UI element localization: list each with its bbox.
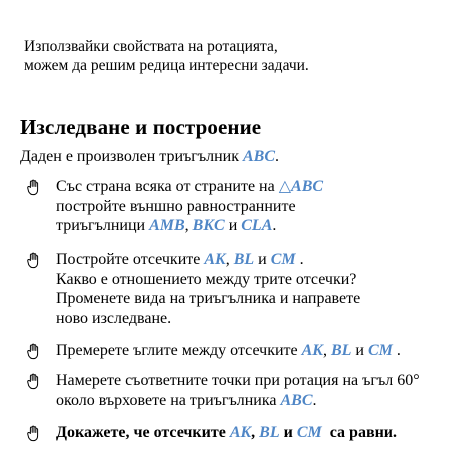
triangle-cla-label: CLA: [241, 217, 273, 234]
task-1-line-1: [56, 177, 455, 197]
segment-cm-label: CM: [367, 342, 393, 359]
separator: и: [279, 424, 297, 441]
period: .: [295, 251, 304, 268]
task-item-4: [25, 371, 455, 410]
triangle-amb-label: AMB: [149, 217, 185, 234]
separator: ,: [184, 217, 193, 234]
segment-ak-label: AK: [229, 424, 252, 441]
task-4-line-1: Намерете съответните точки при ротация на ъгъл 60°: [56, 372, 420, 389]
task-5-text-main: Докажете, че отсечките: [56, 424, 230, 441]
given-text: Даден е произволен триъгълник: [20, 148, 243, 165]
task-1-line-2: постройте външно равностранните: [56, 197, 296, 215]
task-2-line-4: ново изследване.: [56, 309, 172, 327]
task-4-line-2-text: около върховете на триъгълника: [56, 391, 281, 409]
task-2-line-1: [56, 250, 455, 270]
intro-line-1: Използвайки свойствата на ротацията,: [24, 38, 278, 55]
task-2-line-3: Променете вида на триъгълника и направете: [56, 290, 361, 307]
segment-bl-label: BL: [330, 342, 352, 359]
triangle-abc-label: ABC: [291, 178, 324, 195]
segment-bl-label: BL: [259, 424, 280, 441]
period: .: [392, 342, 401, 359]
period: .: [312, 391, 317, 409]
triangle-abc-label: ABC: [243, 148, 276, 165]
triangle-bkc-label: BKC: [192, 217, 225, 234]
task-item-3: [25, 341, 455, 361]
task-1-line-3: [56, 216, 455, 236]
task-item-1: [25, 177, 455, 236]
task-2-line-1-text: Постройте отсечките: [56, 251, 205, 268]
task-1-line-3-text: триъгълници: [56, 217, 150, 234]
task-2-text: [56, 250, 455, 328]
pointing-hand-icon: [25, 372, 43, 390]
separator: ,: [251, 424, 260, 441]
triangle-symbol-glyph: △: [278, 178, 292, 195]
task-5-text: [56, 423, 455, 443]
task-item-5: [25, 423, 455, 443]
task-1-text: [56, 177, 455, 236]
pointing-hand-icon: [25, 342, 43, 360]
segment-ak-label: AK: [204, 251, 226, 268]
task-4-text: [56, 371, 455, 410]
segment-cm-label: CM: [296, 424, 322, 441]
task-3-text: [56, 341, 455, 361]
separator: и: [351, 342, 368, 359]
pointing-hand-icon: [25, 178, 43, 196]
task-3-text-main: Премерете ъглите между отсечките: [56, 342, 302, 359]
separator: ,: [322, 342, 331, 359]
task-4-line-2: [56, 391, 455, 411]
task-item-2: [25, 250, 455, 328]
separator: и: [254, 251, 271, 268]
triangle-abc-label: ABC: [280, 391, 313, 409]
separator: и: [224, 217, 242, 234]
segment-ak-label: AK: [301, 342, 323, 359]
intro-line-2: можем да решим редица интересни задачи.: [24, 57, 309, 74]
section-heading: Изследване и построение: [20, 115, 262, 139]
segment-bl-label: BL: [233, 251, 255, 268]
conclusion-text: са равни.: [321, 424, 398, 441]
separator: ,: [225, 251, 234, 268]
task-2-line-2: Какво е отношението между трите отсечки?: [56, 270, 357, 288]
period: .: [272, 217, 277, 234]
given-period: .: [275, 148, 280, 165]
segment-cm-label: CM: [270, 251, 296, 268]
pointing-hand-icon: [25, 424, 43, 442]
task-1-line-1-text: Със страна всяка от страните на: [56, 178, 279, 195]
intro-paragraph: [24, 37, 444, 75]
triangle-symbol: [279, 178, 323, 195]
given-statement: [20, 148, 279, 166]
pointing-hand-icon: [25, 251, 43, 269]
